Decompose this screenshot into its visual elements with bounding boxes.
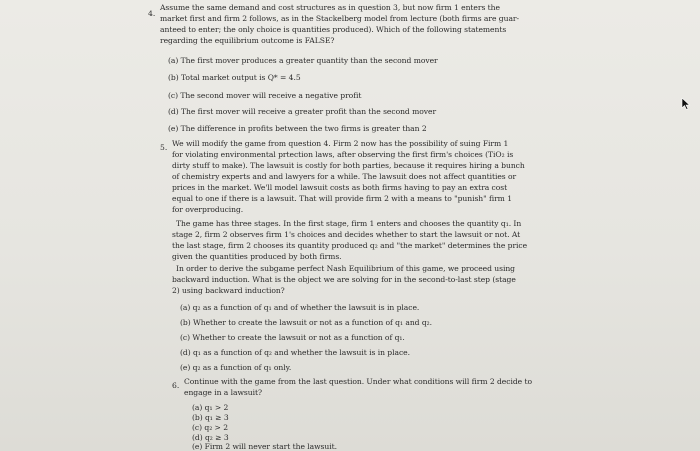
question-4-number: 4. <box>148 9 156 18</box>
q6-option-b: (b) q₁ ≥ 3 <box>192 413 229 422</box>
q5-text-line: for overproducing. <box>172 205 244 214</box>
q5-text-line: In order to derive the subgame perfect Nash Equilibrium of this game, we proceed using <box>176 264 515 273</box>
q5-option-c: (c) Whether to create the lawsuit or not as a function of q₁. <box>180 333 405 342</box>
mouse-cursor-icon <box>681 98 691 110</box>
q4-option-d: (d) The first mover will receive a greater profit than the second mover <box>168 107 437 116</box>
q5-option-d: (d) q₁ as a function of q₂ and whether the lawsuit is in place. <box>180 348 410 357</box>
q4-text-line: regarding the equilibrium outcome is FALSE? <box>160 36 335 45</box>
q4-text-line: Assume the same demand and cost structures as in question 3, but now firm 1 enters the <box>160 3 500 12</box>
q5-text-line: dirty stuff to make). The lawsuit is costly for both parties, because it requires hiring a bunch <box>172 161 525 170</box>
q5-option-b: (b) Whether to create the lawsuit or not as a function of q₁ and q₂. <box>180 318 433 327</box>
q5-text-line: prices in the market. We'll model lawsuit costs as both firms having to pay an extra cost <box>172 183 508 192</box>
q5-text-line: the last stage, firm 2 chooses its quantity produced q₂ and "the market" determines the price <box>172 241 528 250</box>
q4-option-c: (c) The second mover will receive a negative profit <box>168 91 362 100</box>
q6-option-a: (a) q₁ > 2 <box>192 403 229 412</box>
q4-text-line: market first and firm 2 follows, as in the Stackelberg model from lecture (both firms are guar- <box>160 14 520 23</box>
q4-text-line: anteed to enter; the only choice is quantities produced). Which of the following statements <box>160 25 507 34</box>
q5-text-line: for violating environmental prtection laws, after observing the first firm's choices (TiO₂ is <box>172 150 514 159</box>
q5-text-line: 2) using backward induction? <box>172 286 285 295</box>
q6-option-d: (d) q₂ ≥ 3 <box>192 433 229 442</box>
q6-text-line: Continue with the game from the last question. Under what conditions will firm 2 decide to <box>184 377 532 386</box>
q6-text-line: engage in a lawsuit? <box>184 388 263 397</box>
q5-text-line: backward induction. What is the object we are solving for in the second-to-last step (stage <box>172 275 516 284</box>
q5-option-e: (e) q₂ as a function of q₁ only. <box>180 363 292 372</box>
q4-option-e: (e) The difference in profits between the two firms is greater than 2 <box>168 124 427 133</box>
q4-option-a: (a) The first mover produces a greater quantity than the second mover <box>168 56 438 65</box>
q5-text-line: stage 2, firm 2 observes firm 1's choices and decides whether to start the lawsuit or not. At <box>172 230 521 239</box>
q6-option-c: (c) q₂ > 2 <box>192 423 229 432</box>
q5-option-a: (a) q₂ as a function of q₁ and of whether the lawsuit is in place. <box>180 303 420 312</box>
question-5-number: 5. <box>160 143 168 152</box>
q4-option-b: (b) Total market output is Q* = 4.5 <box>168 73 301 82</box>
q5-text-line: We will modify the game from question 4. Firm 2 now has the possibility of suing Firm 1 <box>172 139 509 148</box>
q5-text-line: given the quantities produced by both firms. <box>172 252 342 261</box>
q6-option-e: (e) Firm 2 will never start the lawsuit. <box>192 442 337 451</box>
question-6-number: 6. <box>172 381 180 390</box>
q5-text-line: The game has three stages. In the first stage, firm 1 enters and chooses the quantity q₁. In <box>176 219 522 228</box>
q5-text-line: equal to one if there is a lawsuit. That will provide firm 2 with a means to "punish" firm 1 <box>172 194 512 203</box>
q5-text-line: of chemistry experts and and lawyers for a while. The lawsuit does not affect quantities or <box>172 172 517 181</box>
